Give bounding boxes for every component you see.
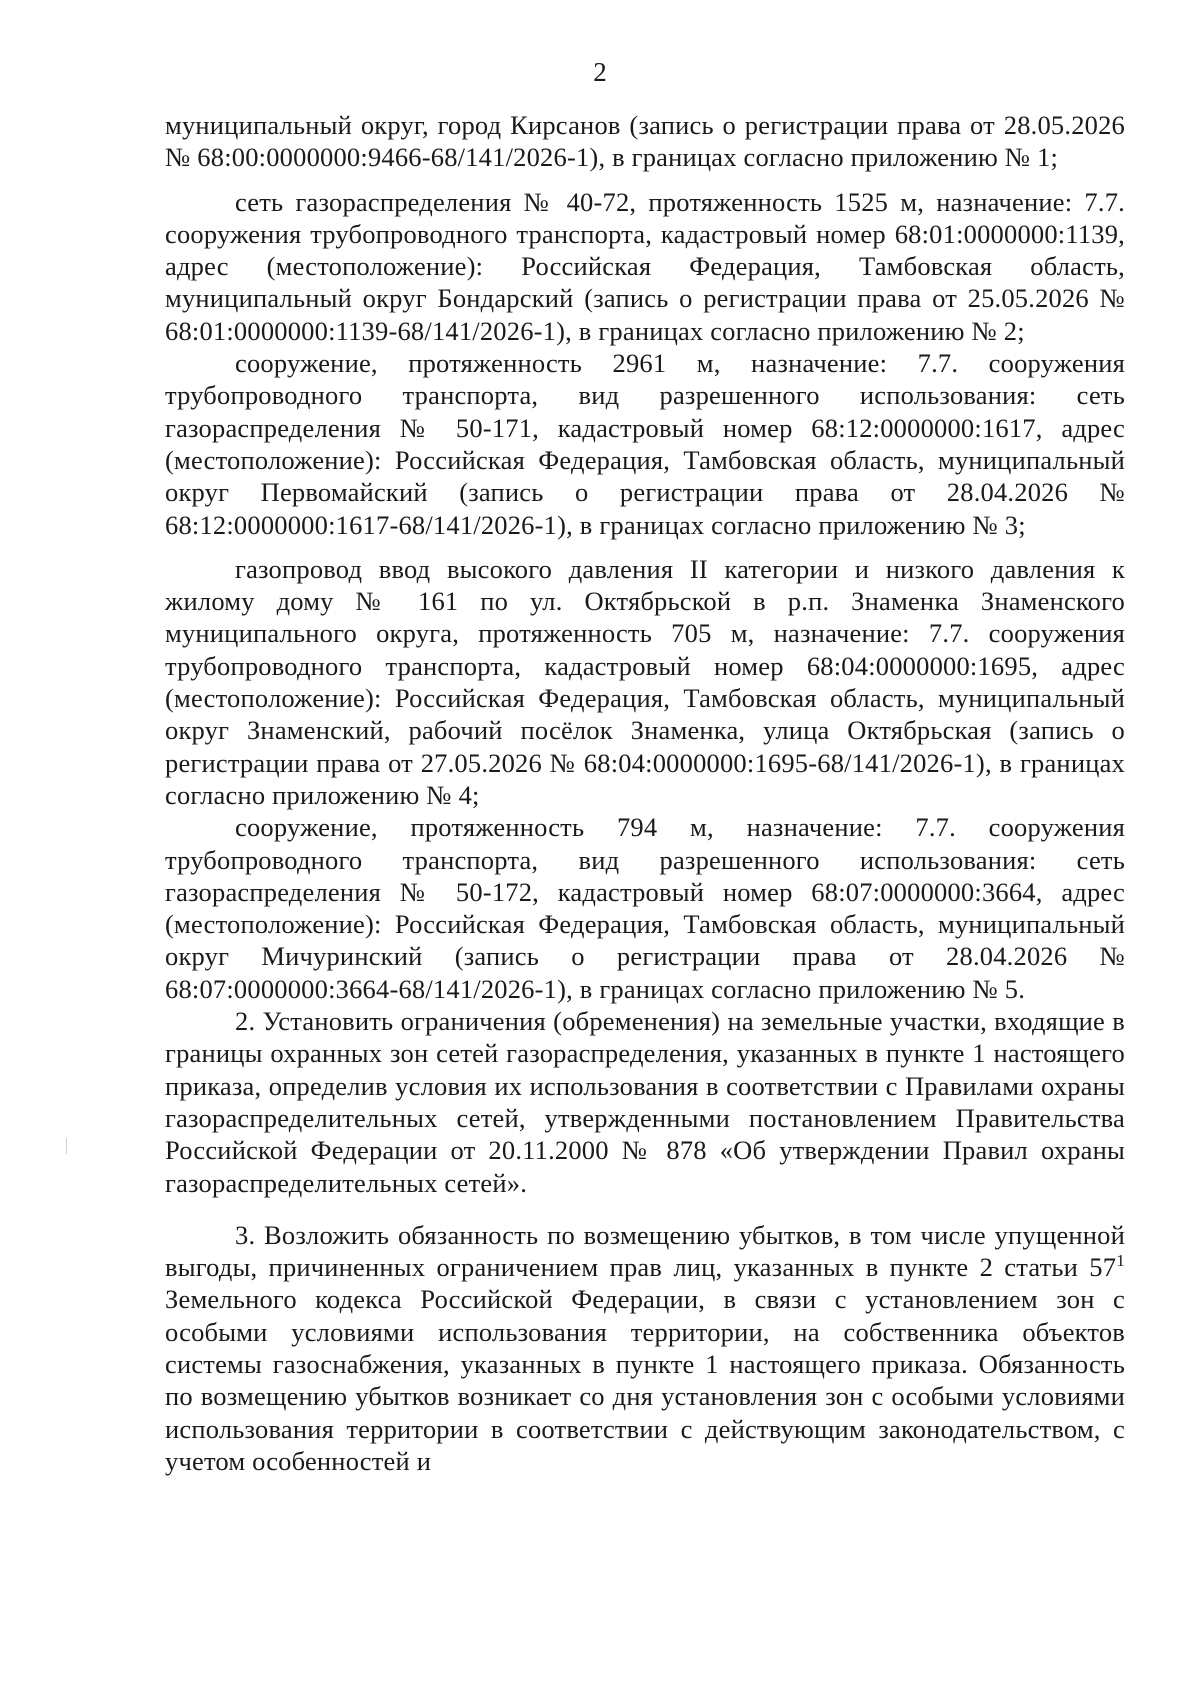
paragraph-item-3-part-1: 3. Возложить обязанность по возмещению убытков, в том числе упущенной выгоды, причиненных ограничением прав лиц, указанных в пункте 2 статьи 57 (165, 1219, 1125, 1283)
paragraph-item-2: 2. Установить ограничения (обременения) на земельные участки, входящие в границы охранных зон сетей газораспределения, указанных в пункте 1 настоящего приказа, определив условия их использования в соответствии с Правилами охраны газораспределительных сетей, утвержденными постановлением Правительства Российской Федерации от 20.11.2000 № 878 «Об утверждении Правил охраны газораспределительных сетей». (165, 1006, 1125, 1198)
paragraph-structure-794: сооружение, протяженность 794 м, назначение: 7.7. сооружения трубопроводного транспорта, вид разрешенного использования: сеть газораспределения № 50-172, кадастровый номер 68:07:0000000:3664, адрес (местоположение): Российская Федерация, Тамбовская область, муниципальный округ Мичуринский (запись о регистрации права от 28.04.2026 № 68:07:0000000:3664-68/141/2026-1), в границах согласно приложению № 5. (165, 812, 1125, 1004)
paragraph-1-continued: муниципальный округ, город Кирсанов (запись о регистрации права от 28.05.2026 № 68:00:0000000:9466-68/141/2026-1), в границах согласно приложению № 1; (165, 110, 1125, 173)
superscript-marker: 1 (1116, 1251, 1125, 1271)
paragraph-gas-pipeline-705: газопровод ввод высокого давления II категории и низкого давления к жилому дому № 161 по ул. Октябрьской в р.п. Знаменка Знаменского муниципального округа, протяженность 705 м, назначение: 7.7. сооружения трубопроводного транспорта, кадастровый номер 68:04:0000000:1695, адрес (местоположение): Российская Федерация, Тамбовская область, муниципальный округ Знаменский, рабочий посёлок Знаменка, улица Октябрьская (запись о регистрации права от 27.05.2026 № 68:04:0000000:1695-68/141/2026-1), в границах согласно приложению № 4; (165, 553, 1125, 810)
paragraph-structure-2961: сооружение, протяженность 2961 м, назначение: 7.7. сооружения трубопроводного транспорта, вид разрешенного использования: сеть газораспределения № 50-171, кадастровый номер 68:12:0000000:1617, адрес (местоположение): Российская Федерация, Тамбовская область, муниципальный округ Первомайский (запись о регистрации права от 28.04.2026 № 68:12:0000000:1617-68/141/2026-1), в границах согласно приложению № 3; (165, 348, 1125, 540)
page-number: 2 (593, 57, 607, 87)
paragraph-item-3-part-2: Земельного кодекса Российской Федерации, в связи с установлением зон с особыми условиями использования территории, на собственника объектов системы газоснабжения, указанных в пункте 1 настоящего приказа. Обязанность по возмещению убытков возникает со дня установления зон с особыми условиями использования территории в соответствии с действующим законодательством, с учетом особенностей и (165, 1284, 1125, 1476)
paragraph-item-3 (165, 1219, 1125, 1477)
paragraph-gas-network-40-72: сеть газораспределения № 40-72, протяженность 1525 м, назначение: 7.7. сооружения трубопроводного транспорта, кадастровый номер 68:01:0000000:1139, адрес (местоположение): Российская Федерация, Тамбовская область, муниципальный округ Бондарский (запись о регистрации права от 25.05.2026 № 68:01:0000000:1139-68/141/2026-1), в границах согласно приложению № 2; (165, 186, 1125, 346)
margin-mark (66, 1138, 67, 1154)
document-body (165, 109, 1125, 1477)
